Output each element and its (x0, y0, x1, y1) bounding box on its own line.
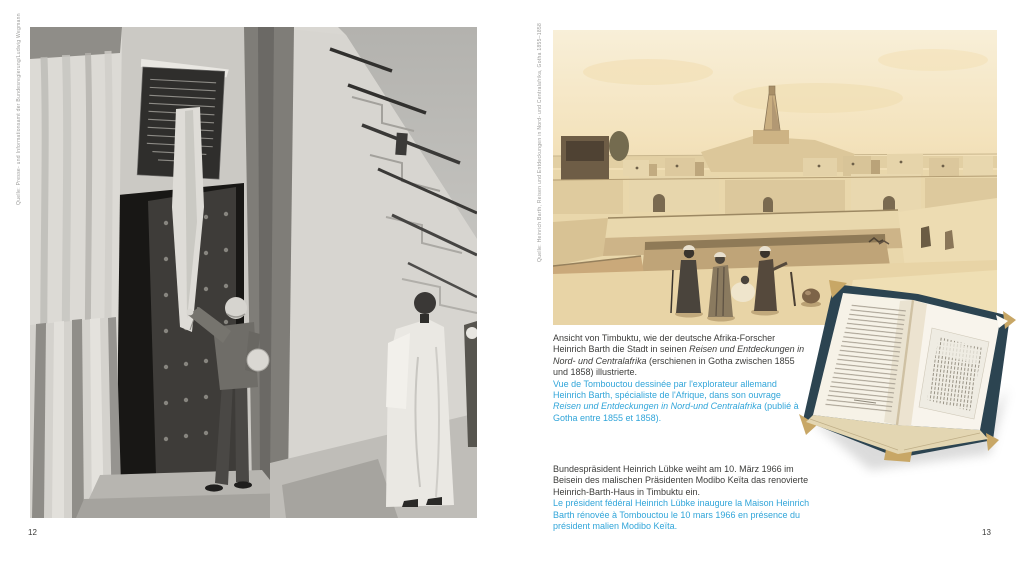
photo-credit-left: Quelle: Presse- und Informationsamt der Bundesregierung/Ludwig Wegmann (16, 13, 22, 205)
caption-view (553, 333, 810, 424)
open-book-illustration (780, 268, 1024, 478)
caption-inauguration (553, 464, 810, 532)
caption-inauguration-fr: Le président fédéral Heinrich Lübke inaugure la Maison Heinrich Barth rénovée à Tombouctou le 10 mars 1966 en présence du président malien Modibo Keïta. (553, 498, 810, 532)
caption-view-de: Ansicht von Timbuktu, wie der deutsche Afrika-Forscher Heinrich Barth die Stadt in seinen Reisen und Entdeckungen in Nord- und Centralafrika (erschienen in Gotha zwischen 1855 und 1858) illustrierte. (553, 333, 805, 378)
bw-photo-plaque-unveiling (30, 27, 477, 518)
bw-photo-illustration (30, 27, 477, 518)
image-credit-right: Quelle: Heinrich Barth, Reisen und Entdeckungen in Nord- und Centralafrika, Gotha 1855–1858 (537, 22, 543, 262)
page-number-right: 13 (982, 528, 991, 537)
caption-inauguration-de: Bundespräsident Heinrich Lübke weiht am 10. März 1966 im Beisein des malischen Präsidenten Modibo Keïta das renovierte Heinrich-Barth-Haus in Timbuktu ein. (553, 464, 809, 497)
page-number-left: 12 (28, 528, 37, 537)
caption-view-fr: Vue de Tombouctou dessinée par l'explorateur allemand Heinrich Barth, spécialiste de l'Afrique, dans son ouvrage Reisen und Entdeckungen in Nord-und Centralafrika (publié à Gotha entre 1855 et 1858). (553, 378, 799, 423)
open-book-photo (780, 268, 1024, 478)
